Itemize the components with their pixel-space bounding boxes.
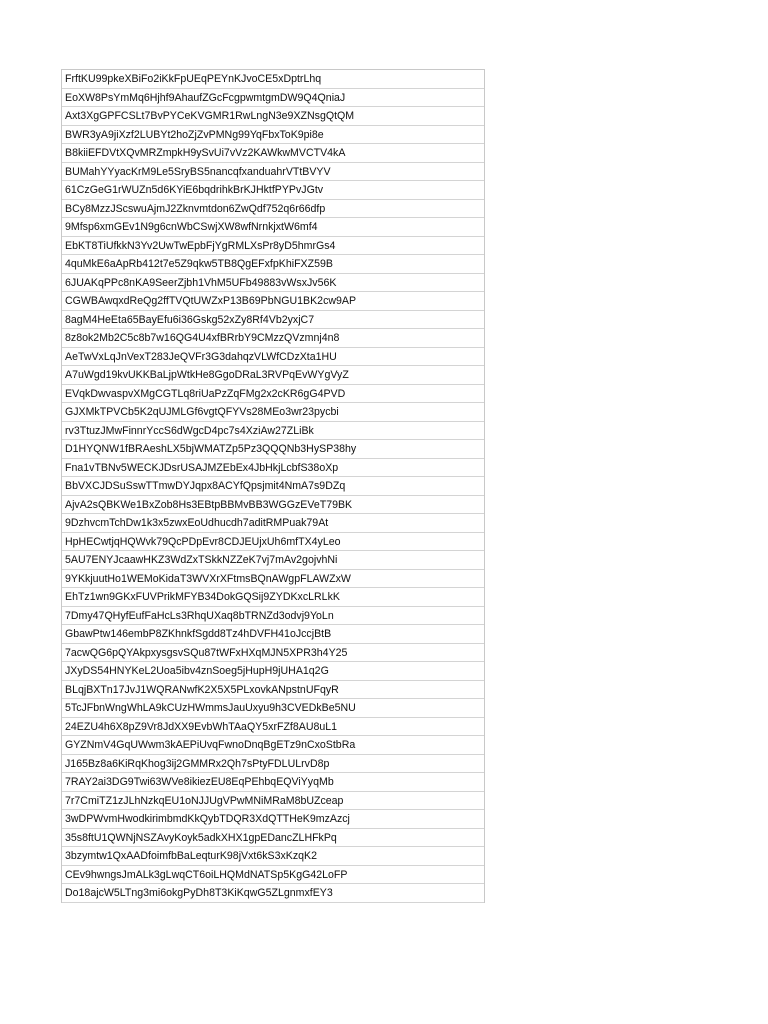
cell-row-23[interactable]: BbVXCJDSuSswTTmwDYJqpx8ACYfQpsjmit4NmA7s9DZq [62,477,484,496]
cell-row-15[interactable]: 8z8ok2Mb2C5c8b7w16QG4U4xfBRrbY9CMzzQVzmnj4n8 [62,329,484,348]
cell-row-29[interactable]: EhTz1wn9GKxFUVPrikMFYB34DokGQSij9ZYDKxcLRLkK [62,588,484,607]
cell-row-24[interactable]: AjvA2sQBKWe1BxZob8Hs3EBtpBBMvBB3WGGzEVeT79BK [62,496,484,515]
cell-row-3[interactable]: Axt3XgGPFCSLt7BvPYCeKVGMR1RwLngN3e9XZNsgQtQM [62,107,484,126]
cell-row-20[interactable]: rv3TtuzJMwFinnrYccS6dWgcD4pc7s4XziAw27ZLiBk [62,422,484,441]
cell-row-18[interactable]: EVqkDwvaspvXMgCGTLq8riUaPzZqFMg2x2cKR6gG4PVD [62,385,484,404]
cell-row-40[interactable]: 7r7CmiTZ1zJLhNzkqEU1oNJJUgVPwMNiMRaM8bUZceap [62,792,484,811]
cell-row-39[interactable]: 7RAY2ai3DG9Twi63WVe8ikiezEU8EqPEhbqEQViYyqMb [62,773,484,792]
cell-row-22[interactable]: Fna1vTBNv5WECKJDsrUSAJMZEbEx4JbHkjLcbfS38oXp [62,459,484,478]
cell-row-11[interactable]: 4quMkE6aApRb412t7e5Z9qkw5TB8QgEFxfpKhiFXZ59B [62,255,484,274]
cell-row-25[interactable]: 9DzhvcmTchDw1k3x5zwxEoUdhucdh7aditRMPuak79At [62,514,484,533]
cell-row-27[interactable]: 5AU7ENYJcaawHKZ3WdZxTSkkNZZeK7vj7mAv2gojvhNi [62,551,484,570]
cell-row-34[interactable]: BLqjBXTn17JvJ1WQRANwfK2X5X5PLxovkANpstnUFqyR [62,681,484,700]
cell-row-16[interactable]: AeTwVxLqJnVexT283JeQVFr3G3dahqzVLWfCDzXta1HU [62,348,484,367]
cell-row-17[interactable]: A7uWgd19kvUKKBaLjpWtkHe8GgoDRaL3RVPqEvWYgVyZ [62,366,484,385]
cell-row-4[interactable]: BWR3yA9jiXzf2LUBYt2hoZjZvPMNg99YqFbxToK9pi8e [62,126,484,145]
cell-row-26[interactable]: HpHECwtjqHQWvk79QcPDpEvr8CDJEUjxUh6mfTX4yLeo [62,533,484,552]
cell-row-12[interactable]: 6JUAKqPPc8nKA9SeerZjbh1VhM5UFb49883vWsxJv56K [62,274,484,293]
cell-row-8[interactable]: BCy8MzzJScswuAjmJ2Zknvmtdon6ZwQdf752q6r66dfp [62,200,484,219]
cell-row-7[interactable]: 61CzGeG1rWUZn5d6KYiE6bqdrihkBrKJHktfPYPvJGtv [62,181,484,200]
cell-row-41[interactable]: 3wDPWvmHwodkirimbmdKkQybTDQR3XdQTTHeK9mzAzcj [62,810,484,829]
cell-row-19[interactable]: GJXMkTPVCb5K2qUJMLGf6vgtQFYVs28MEo3wr23pycbi [62,403,484,422]
cell-row-36[interactable]: 24EZU4h6X8pZ9Vr8JdXX9EvbWhTAaQY5xrFZf8AU8uL1 [62,718,484,737]
cell-row-5[interactable]: B8kiiEFDVtXQvMRZmpkH9ySvUi7vVz2KAWkwMVCTV4kA [62,144,484,163]
cell-row-45[interactable]: Do18ajcW5LTng3mi6okgPyDh8T3KiKqwG5ZLgnmxfEY3 [62,884,484,903]
cell-row-44[interactable]: CEv9hwngsJmALk3gLwqCT6oiLHQMdNATSp5KgG42LoFP [62,866,484,885]
cell-row-42[interactable]: 35s8ftU1QWNjNSZAvyKoyk5adkXHX1gpEDancZLHFkPq [62,829,484,848]
cell-row-32[interactable]: 7acwQG6pQYAkpxysgsvSQu87tWFxHXqMJN5XPR3h4Y25 [62,644,484,663]
cell-row-35[interactable]: 5TcJFbnWngWhLA9kCUzHWmmsJauUxyu9h3CVEDkBe5NU [62,699,484,718]
cell-row-37[interactable]: GYZNmV4GqUWwm3kAEPiUvqFwnoDnqBgETz9nCxoStbRa [62,736,484,755]
cell-row-6[interactable]: BUMahYYyacKrM9Le5SryBS5nancqfxanduahrVTtBVYV [62,163,484,182]
cell-row-1[interactable]: FrftKU99pkeXBiFo2iKkFpUEqPEYnKJvoCE5xDptrLhq [62,70,484,89]
cell-row-10[interactable]: EbKT8TiUfkkN3Yv2UwTwEpbFjYgRMLXsPr8yD5hmrGs4 [62,237,484,256]
cell-row-28[interactable]: 9YKkjuutHo1WEMoKidaT3WVXrXFtmsBQnAWgpFLAWZxW [62,570,484,589]
cell-row-14[interactable]: 8agM4HeEta65BayEfu6i36Gskg52xZy8Rf4Vb2yxjC7 [62,311,484,330]
cell-row-13[interactable]: CGWBAwqxdReQg2ffTVQtUWZxP13B69PbNGU1BK2cw9AP [62,292,484,311]
cell-row-9[interactable]: 9Mfsp6xmGEv1N9g6cnWbCSwjXW8wfNrnkjxtW6mf4 [62,218,484,237]
cell-row-33[interactable]: JXyDS54HNYKeL2Uoa5ibv4znSoeg5jHupH9jUHA1q2G [62,662,484,681]
spreadsheet-column [61,69,485,903]
cell-row-2[interactable]: EoXW8PsYmMq6Hjhf9AhaufZGcFcgpwmtgmDW9Q4QniaJ [62,89,484,108]
cell-row-38[interactable]: J165Bz8a6KiRqKhog3ij2GMMRx2Qh7sPtyFDLULrvD8p [62,755,484,774]
cell-row-31[interactable]: GbawPtw146embP8ZKhnkfSgdd8Tz4hDVFH41oJccjBtB [62,625,484,644]
cell-row-43[interactable]: 3bzymtw1QxAADfoimfbBaLeqturK98jVxt6kS3xKzqK2 [62,847,484,866]
cell-row-21[interactable]: D1HYQNW1fBRAeshLX5bjWMATZp5Pz3QQQNb3HySP38hy [62,440,484,459]
cell-row-30[interactable]: 7Dmy47QHyfEufFaHcLs3RhqUXaq8bTRNZd3odvj9YoLn [62,607,484,626]
